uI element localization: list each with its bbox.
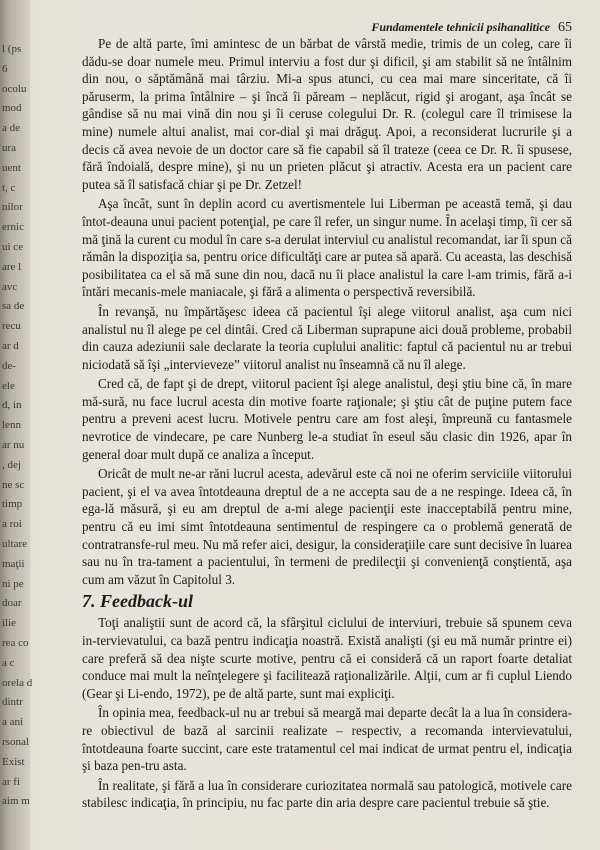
edge-fragment: 6 <box>2 62 8 75</box>
paragraph: Cred că, de fapt şi de drept, viitorul pacient îşi alege analistul, deşi ştiu bine că, în mare mă-sură, nu face lucrul acesta din motive foarte raţionale; şi ştiu cât de puţine putem face pentru a preveni acest lucru. Motivele pentru care am fost aleşi, împreună cu fantasmele nevrotice de vindecare, pe care Nunberg le-a studiat în eseul său clasic din 1926, apar în general doar mult după ce analiza a început. <box>82 376 572 462</box>
edge-fragment: avc <box>2 280 18 293</box>
edge-fragment: ele <box>2 379 15 392</box>
edge-fragment: aim m <box>2 795 30 808</box>
edge-fragment: sa de <box>2 300 25 313</box>
edge-fragment: ar fi <box>2 775 21 788</box>
previous-page-edge <box>0 0 33 850</box>
edge-fragment: a roi <box>2 518 22 531</box>
edge-fragment: t, c <box>2 181 16 194</box>
edge-fragment: d, in <box>2 399 22 412</box>
edge-fragment: a ani <box>2 716 24 729</box>
edge-fragment: ura <box>2 142 17 154</box>
edge-fragment: orela d <box>2 676 33 689</box>
edge-fragment: ocolu <box>2 82 27 95</box>
paragraph: Aşa încât, sunt în deplin acord cu avertismentele lui Liberman pe această temă, şi dau întot-deauna unui pacient potenţial, pe care îl refer, un singur nume. În acelaşi timp, îi cer să mă ţină la curent cu modul în care s-a derulat interviul cu analistul recomandat, iar îi spun că rămân la dispoziţia sa, pentru orice dificultăţi care ar putea să apară. Cu aceasta, las deschisă posibilitatea ca el să mă sune din nou, dacă nu îi place analistul la care l-am trimis, fără a-i întări mecanis-mele maniacale, şi fără a alimenta o perspectivă reversibilă. <box>82 196 572 300</box>
edge-fragment: de- <box>2 359 17 372</box>
edge-fragment: rea co <box>2 637 29 649</box>
edge-fragment: uent <box>2 161 21 174</box>
edge-fragment: recu <box>2 320 21 333</box>
edge-fragment: ultare <box>2 538 28 550</box>
edge-fragment: doar <box>2 597 22 610</box>
edge-fragment: timp <box>2 498 23 511</box>
paragraph: În revanşă, nu împărtăşesc ideea că pacientul îşi alege viitorul analist, aşa cum nici analistul nu îl alege pe cel dintâi. Cred că Liberman suprapune aici două probleme, probabil din cauza adeziunii sale declarate la teoria cuplului analitic: faptul că pacientul nu ar trebui niciodată să îşi „intervieveze” viitorul analist nu înseamnă că nu îl alege. <box>82 303 572 372</box>
edge-fragment: Exist <box>2 755 25 768</box>
running-title: Fundamentele tehnicii psihanalitice <box>371 20 550 34</box>
paragraph: În realitate, şi fără a lua în considerare curiozitatea normală sau patologică, motivele care stabilesc indicaţia, în principiu, nu fac parte din aria despre care pacientul trebuie să ştie. <box>82 777 572 811</box>
edge-fragment: are l <box>2 260 22 273</box>
edge-fragment: ni pe <box>2 577 24 590</box>
edge-fragment: maţii <box>2 557 25 570</box>
edge-fragment: ui ce <box>2 241 24 253</box>
edge-fragment: nilor <box>2 201 23 214</box>
edge-fragment: ilie <box>2 617 17 630</box>
paragraph: Oricât de mult ne-ar răni lucrul acesta, adevărul este că noi ne oferim serviciile viitorului pacient, şi el va avea întotdeauna dreptul de a ne accepta sau de a ne respinge. Ideea că, în ega-lă măsură, şi eu am dreptul de a-mi alege pacienţii este inacceptabilă pentru mine, pentru că eu imi simt întotdeauna sentimentul de respingere ca o problemă generată de contratransfe-rul meu. Nu mă refer aici, desigur, la consideraţiile care sunt decisive în luarea sau nu în tra-tament a pacientului, în termeni de predilecţii şi convenienţă conştientă, aşa cum am văzut în Capitolul 3. <box>82 466 572 587</box>
edge-fragment: , dej <box>2 458 21 471</box>
page-number: 65 <box>558 20 572 35</box>
edge-fragment: ne sc <box>2 478 25 491</box>
edge-fragment: a c <box>2 656 15 669</box>
edge-fragment: ar nu <box>2 439 25 451</box>
body-text <box>82 35 572 814</box>
edge-fragment: ernic <box>2 221 24 234</box>
edge-fragment: dintr <box>2 696 23 709</box>
paragraph: Pe de altă parte, îmi amintesc de un bărbat de vârstă medie, trimis de un coleg, care îi dădu-se doar numele meu. Primul interviu a fost dur şi dificil, şi am stabilit să ne întâlnim din nou, o săptămână mai târziu. Mi-a spus atunci, cu cea mai mare sinceritate, că îi păruserm, la prima întâlnire – şi încă îi păream – neplăcut, rigid şi arogant, aşa încât se gândise să nu mai vină din nou şi îi ceruse colegului Dr. R. (colegul care îl trimisese la mine) numele altui analist, mai cor-dial şi mai drăguţ. Apoi, a reconsiderat lucrurile şi a decis că avea nevoie de un doctor care să fie capabil să îl trateze (ceea ce Dr. R. îi spusese, fără îndoială, despre mine), şi nu un prieten plăcut şi atractiv. Acesta era un pacient care putea să îl satisfacă chiar şi pe Dr. Zetzel! <box>82 36 572 192</box>
paragraph: Toţi analiştii sunt de acord că, la sfârşitul ciclului de interviuri, trebuie să spunem ceva in-tervievatului, ca bază pentru indicaţia noastră. Există analişti (şi eu mă număr printre ei) care preferă să dea nişte scurte motive, pentru că ei consideră că un raport foarte detaliat conduce mai mult la neînţelegere şi facilitează raţionalizările. Alţii, cum ar fi cuplul Liendo (Gear şi Li-endo, 1972), pe de altă parte, sunt mai expliciţi. <box>82 615 572 701</box>
edge-fragment: l (ps <box>2 43 22 55</box>
paragraph: În opinia mea, feedback-ul nu ar trebui să meargă mai departe decât la a lua în considera-re obiectivul de bază al sarcinii realizate – respectiv, a recomanda intervievatului, întotdeauna foarte succint, care este tratamentul cel mai indicat de urmat pentru el, indicaţia şi baza pen-tru asta. <box>82 705 572 774</box>
edge-fragment: mod <box>2 102 22 115</box>
edge-fragment: ar d <box>2 340 19 352</box>
edge-fragment: lenn <box>2 419 21 432</box>
edge-fragment: rsonal <box>2 736 29 748</box>
edge-fragment: a de <box>2 122 21 135</box>
section-heading: 7. Feedback-ul <box>82 591 193 612</box>
